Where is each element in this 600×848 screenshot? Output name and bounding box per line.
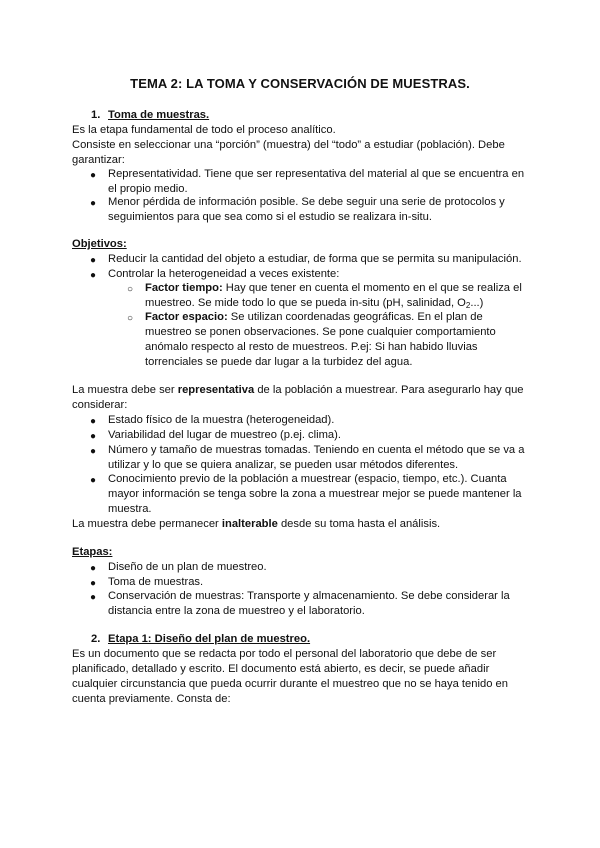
factor-espacio-line-3: anómalo respecto al resto de muestreos. P.ej: Si han habido lluvias — [145, 341, 478, 353]
representativa-bullet-2: Variabilidad del lugar de muestreo (p.ej. clima). — [108, 429, 341, 441]
section2-line-2: planificado, detallado y escrito. El documento está abierto, es decir, se puede añadir — [72, 663, 490, 675]
factor-tiempo-label: Factor tiempo: — [145, 282, 223, 294]
circle-bullet-icon: ○ — [127, 313, 134, 324]
bullet-icon: ● — [90, 255, 97, 266]
section1-bullet-2-line-2: seguimientos para que sea como si el estudio se realizara in-situ. — [108, 211, 432, 223]
section1-bullet-1-line-1: Representatividad. Tiene que ser representativa del material al que se encuentra en — [108, 168, 525, 180]
page-title: TEMA 2: LA TOMA Y CONSERVACIÓN DE MUESTRAS. — [130, 76, 470, 91]
representativa-line-2: considerar: — [72, 399, 128, 411]
bullet-icon: ● — [90, 170, 97, 181]
section1-bullet-2-line-1: Menor pérdida de información posible. Se debe seguir una serie de protocolos y — [108, 196, 505, 208]
factor-espacio-line-1: Factor espacio: Se utilizan coordenadas geográficas. En el plan de — [145, 311, 483, 323]
bullet-icon: ● — [90, 475, 97, 486]
representativa-bullet-4-line-2: mayor información se tenga sobre la zona a muestrear mejor se puede mantener la — [108, 488, 522, 500]
factor-espacio-label: Factor espacio: — [145, 311, 228, 323]
objetivos-heading: Objetivos: — [72, 238, 127, 250]
section1-bullet-1-line-2: el propio medio. — [108, 183, 188, 195]
etapas-bullet-2: Toma de muestras. — [108, 576, 204, 588]
section1-paragraph-1: Es la etapa fundamental de todo el proceso analítico. — [72, 124, 336, 136]
bullet-icon: ● — [90, 563, 97, 574]
bullet-icon: ● — [90, 416, 97, 427]
factor-tiempo-line-2: muestreo. Se mide todo lo que se pueda in-situ (pH, salinidad, $O_2$...) — [145, 297, 484, 310]
representativa-bullet-3-line-1: Número y tamaño de muestras tomadas. Teniendo en cuenta el método que se va a — [108, 444, 525, 456]
bullet-icon: ● — [90, 431, 97, 442]
inalterable-line: La muestra debe permanecer inalterable desde su toma hasta el análisis. — [72, 518, 441, 530]
etapas-bullet-3-line-1: Conservación de muestras: Transporte y almacenamiento. Se debe considerar la — [108, 590, 510, 602]
representativa-bullet-4-line-1: Conocimiento previo de la población a muestrear (espacio, tiempo, etc.). Cuanta — [108, 473, 507, 485]
bullet-icon: ● — [90, 270, 97, 281]
section1-heading: Toma de muestras. — [108, 109, 210, 121]
bullet-icon: ● — [90, 578, 97, 589]
section2-line-4: cuenta previamente. Consta de: — [72, 693, 231, 705]
factor-tiempo-line-1: Factor tiempo: Hay que tener en cuenta el momento en el que se realiza el — [145, 282, 522, 294]
circle-bullet-icon: ○ — [127, 284, 134, 295]
representativa-bullet-1: Estado físico de la muestra (heterogeneidad). — [108, 414, 335, 426]
etapas-bullet-3-line-2: distancia entre la zona de muestreo y el laboratorio. — [108, 605, 365, 617]
objetivos-bullet-2: Controlar la heterogeneidad a veces existente: — [108, 268, 340, 280]
etapas-heading: Etapas: — [72, 546, 113, 558]
factor-espacio-line-2: muestreo se ponen observaciones. Se pone cualquier comportamiento — [145, 326, 496, 338]
section2-line-3: cualquier circunstancia que pueda ocurrir durante el muestreo que no se haya tenido en — [72, 678, 508, 690]
representativa-line-1: La muestra debe ser representativa de la población a muestrear. Para asegurarlo hay que — [72, 384, 524, 396]
representativa-bullet-3-line-2: utilizar y lo que se quiera analizar, se pueden usar métodos diferentes. — [108, 459, 459, 471]
bullet-icon: ● — [90, 446, 97, 457]
section2-line-1: Es un documento que se redacta por todo el personal del laboratorio que debe de ser — [72, 648, 497, 660]
bullet-icon: ● — [90, 198, 97, 209]
bullet-icon: ● — [90, 592, 97, 603]
section2-heading: Etapa 1: Diseño del plan de muestreo. — [108, 633, 311, 645]
section2-number: 2. — [91, 633, 101, 645]
etapas-bullet-1: Diseño de un plan de muestreo. — [108, 561, 267, 573]
section1-paragraph-2-line-1: Consiste en seleccionar una “porción” (muestra) del “todo” a estudiar (población). Debe — [72, 139, 505, 151]
representativa-bullet-4-line-3: muestra. — [108, 503, 152, 515]
section1-paragraph-2-line-2: garantizar: — [72, 154, 125, 166]
objetivos-bullet-1: Reducir la cantidad del objeto a estudiar, de forma que se permita su manipulación. — [108, 253, 522, 265]
factor-espacio-line-4: torrenciales se puede dar lugar a la turbidez del agua. — [145, 356, 413, 368]
section1-number: 1. — [91, 109, 101, 121]
